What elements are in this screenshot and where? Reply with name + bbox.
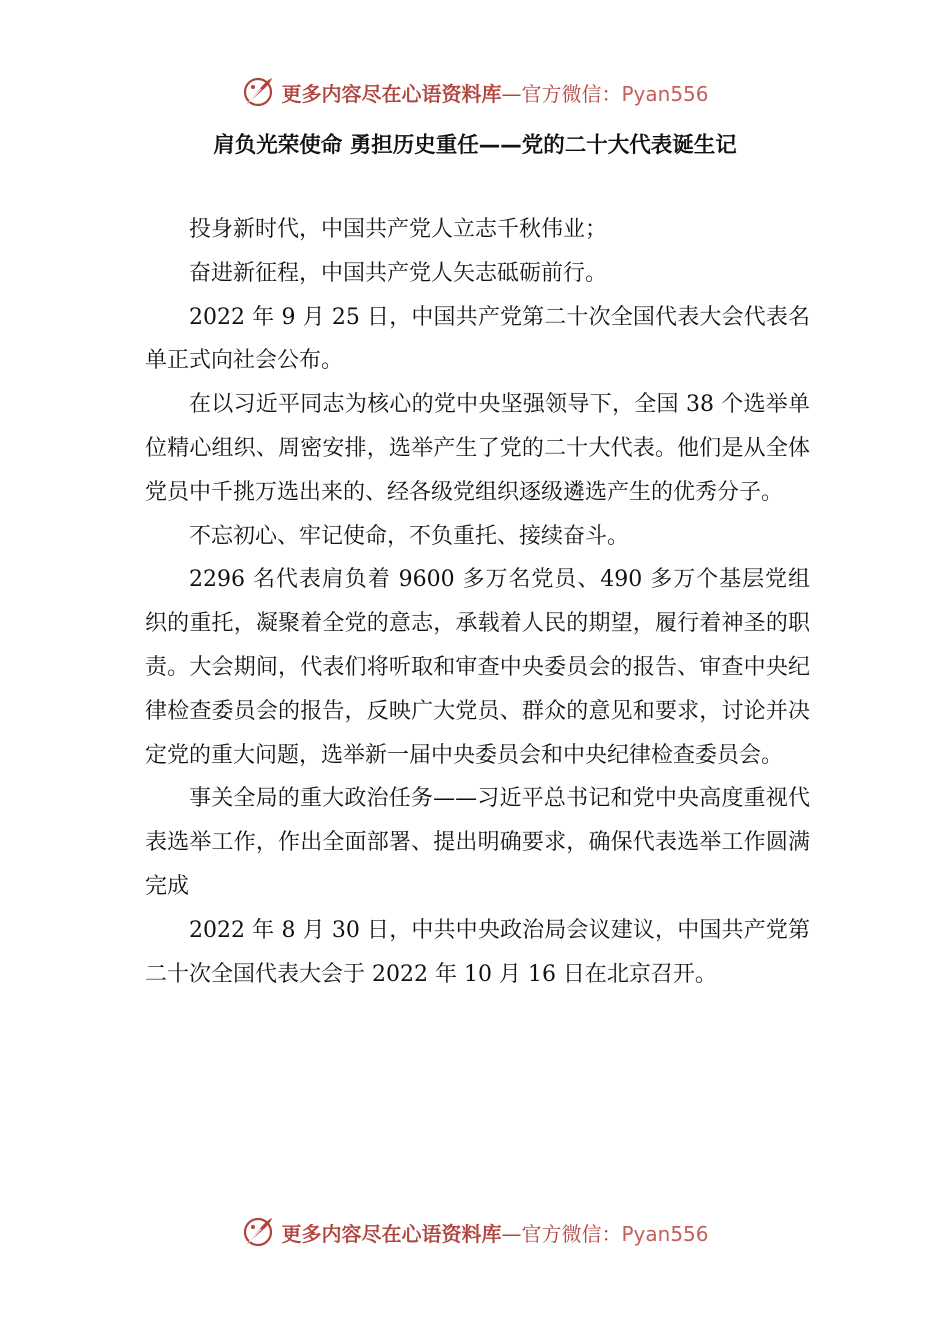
- paragraph: 2022 年 9 月 25 日，中国共产党第二十次全国代表大会代表名单正式向社会公布。: [145, 304, 810, 374]
- paragraph: 不忘初心、牢记使命，不负重托、接续奋斗。: [189, 523, 630, 549]
- paragraph: 2296 名代表肩负着 9600 多万名党员、490 多万个基层党组织的重托，凝聚着全党的意志，承载着人民的期望，履行着神圣的职责。大会期间，代表们将听取和审查中央委员会的报告、审查中央纪律检查委员会的报告，反映广大党员、群众的意见和要求，讨论并决定党的重大问题，选举新一届中央委员会和中央纪律检查委员会。: [145, 567, 810, 768]
- header-banner-main: 更多内容尽在心语资料库: [281, 81, 502, 106]
- paragraph: 奋进新征程，中国共产党人矢志砥砺前行。: [189, 260, 608, 286]
- paragraph: 投身新时代，中国共产党人立志千秋伟业；: [189, 217, 608, 242]
- header-banner: [0, 72, 950, 112]
- paragraph: 2022 年 8 月 30 日，中共中央政治局会议建议，中国共产党第二十次全国代表大会于 2022 年 10 月 16 日在北京召开。: [145, 917, 810, 987]
- header-banner-text: [281, 78, 708, 107]
- document-title: 肩负光荣使命 勇担历史重任——党的二十大代表诞生记: [213, 133, 737, 158]
- header-banner-account: Pyan556: [621, 81, 709, 106]
- footer-banner-account: Pyan556: [621, 1221, 709, 1246]
- footer-banner-suffix: —官方微信：: [501, 1221, 622, 1246]
- footer-banner: [0, 1212, 950, 1252]
- feather-pen-logo-icon: [241, 1215, 275, 1249]
- paragraph: 事关全局的重大政治任务——习近平总书记和党中央高度重视代表选举工作，作出全面部署、提出明确要求，确保代表选举工作圆满完成: [145, 786, 810, 899]
- header-banner-suffix: —官方微信：: [501, 81, 622, 106]
- footer-banner-text: [281, 1218, 708, 1247]
- feather-pen-logo-icon: [241, 75, 275, 109]
- footer-banner-main: 更多内容尽在心语资料库: [281, 1221, 502, 1246]
- paragraph: 在以习近平同志为核心的党中央坚强领导下，全国 38 个选举单位精心组织、周密安排，选举产生了党的二十大代表。他们是从全体党员中千挑万选出来的、经各级党组织逐级遴选产生的优秀分子。: [145, 392, 810, 505]
- document-body: [145, 208, 810, 996]
